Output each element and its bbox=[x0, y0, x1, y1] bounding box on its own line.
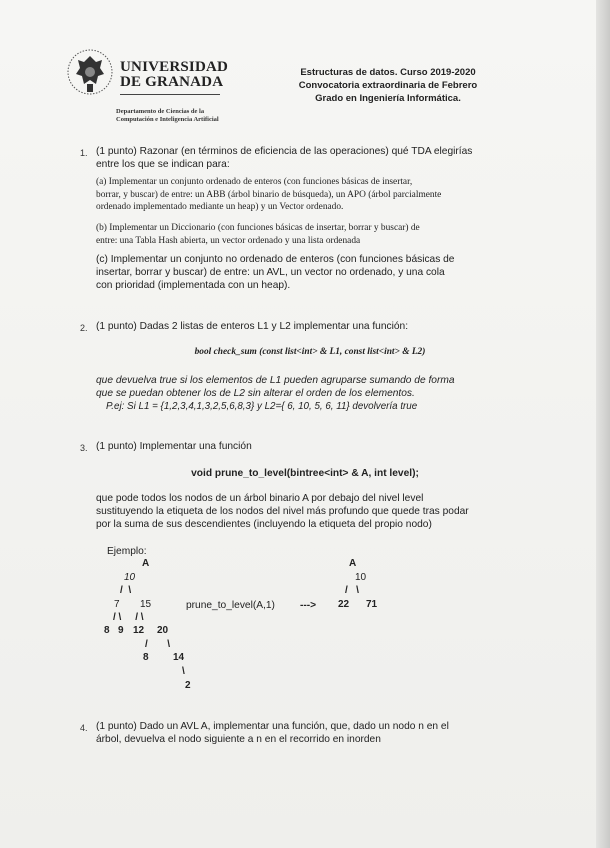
prune-call: prune_to_level(A,1) bbox=[186, 600, 275, 611]
result-tree-edges: / \ bbox=[345, 585, 359, 596]
tree-node-rll: 8 bbox=[143, 652, 149, 663]
tree-edges-2: / \ / \ bbox=[113, 612, 144, 623]
tree-node-l: 7 bbox=[114, 599, 120, 610]
tree-node-r: 15 bbox=[140, 599, 152, 610]
tree-edges-1: / \ bbox=[120, 585, 132, 596]
q1-option-b: (b) Implementar un Diccionario (con funciones básicas de insertar, borrar y buscar) de entre: una Tabla Hash abierta, un vector ordenado y una lista ordenada bbox=[96, 223, 420, 246]
tree-node-rr: 20 bbox=[157, 625, 169, 636]
department-name: Departamento de Ciencias de la Computación e Inteligencia Artificial bbox=[116, 108, 219, 123]
q3-number: 3. bbox=[80, 443, 88, 453]
page-edge-shadow bbox=[596, 0, 610, 848]
tree-node-root: 10 bbox=[124, 572, 136, 583]
tree-edges-4: \ bbox=[182, 666, 185, 677]
example-label: Ejemplo: bbox=[107, 546, 147, 557]
result-tree-root: 10 bbox=[355, 572, 367, 583]
header-divider bbox=[120, 94, 220, 95]
tree-node-ll: 8 bbox=[104, 625, 110, 636]
tree-node-rrr: 14 bbox=[173, 652, 185, 663]
tree-name-right: A bbox=[349, 558, 357, 569]
result-tree-l: 22 bbox=[338, 599, 350, 610]
transform-arrow: ---> bbox=[300, 600, 317, 611]
q2-description: que devuelva true si los elementos de L1 pueden agruparse sumando de forma que se puedan obtener los de L2 sin alterar el orden de los elementos. P.ej: Si L1 = {1,2,3,4,1,3,2,5,6,8,3} y L2={ 6, 10, 5, 6, 11} devolvería true bbox=[96, 375, 455, 412]
university-seal-icon bbox=[66, 46, 114, 98]
q4-text: (1 punto) Dado un AVL A, implementar una función, que, dado un nodo n en el árbol, devuelva el nodo siguiente a n en el recorrido en inorden bbox=[96, 721, 449, 745]
q3-intro: (1 punto) Implementar una función bbox=[96, 441, 252, 452]
tree-name-left: A bbox=[142, 558, 150, 569]
tree-edges-3: / \ bbox=[145, 639, 171, 650]
course-title: Estructuras de datos. Curso 2019-2020 Convocatoria extraordinaria de Febrero Grado en Ingeniería Informática. bbox=[298, 67, 478, 104]
q1-option-c: (c) Implementar un conjunto no ordenado de enteros (con funciones básicas de insertar, borrar y buscar) de entre: un AVL, un vector no ordenado, y una cola con prioridad (implementada con un heap). bbox=[96, 254, 455, 291]
tree-node-rrrr: 2 bbox=[185, 680, 191, 691]
q2-signature: bool check_sum (const list<int> & L1, const list<int> & L2) bbox=[194, 347, 426, 357]
result-tree-r: 71 bbox=[366, 599, 378, 610]
q1-option-a: (a) Implementar un conjunto ordenado de enteros (con funciones básicas de insertar, borrar, y buscar) de entre: un ABB (árbol binario de búsqueda), un APO (árbol parcialmente ordenado implementado mediante un heap) y un Vector ordenado. bbox=[96, 177, 442, 212]
q1-intro: (1 punto) Razonar (en términos de eficiencia de las operaciones) qué TDA elegirías entre los que se indican para: bbox=[96, 146, 473, 170]
q3-description: que pode todos los nodos de un árbol binario A por debajo del nivel level sustituyendo la etiqueta de los nodos del nivel más profundo que quede tras podar por la suma de sus descendientes (incluyendo la etiqueta del propio nodo) bbox=[96, 493, 469, 530]
q3-signature: void prune_to_level(bintree<int> & A, int level); bbox=[191, 468, 419, 479]
q2-intro: (1 punto) Dadas 2 listas de enteros L1 y L2 implementar una función: bbox=[96, 321, 409, 332]
q1-number: 1. bbox=[80, 148, 88, 158]
q4-number: 4. bbox=[80, 723, 88, 733]
tree-node-lr: 9 bbox=[118, 625, 124, 636]
tree-node-rl: 12 bbox=[133, 625, 145, 636]
university-name: UNIVERSIDAD DE GRANADA bbox=[120, 59, 229, 90]
q2-number: 2. bbox=[80, 323, 88, 333]
